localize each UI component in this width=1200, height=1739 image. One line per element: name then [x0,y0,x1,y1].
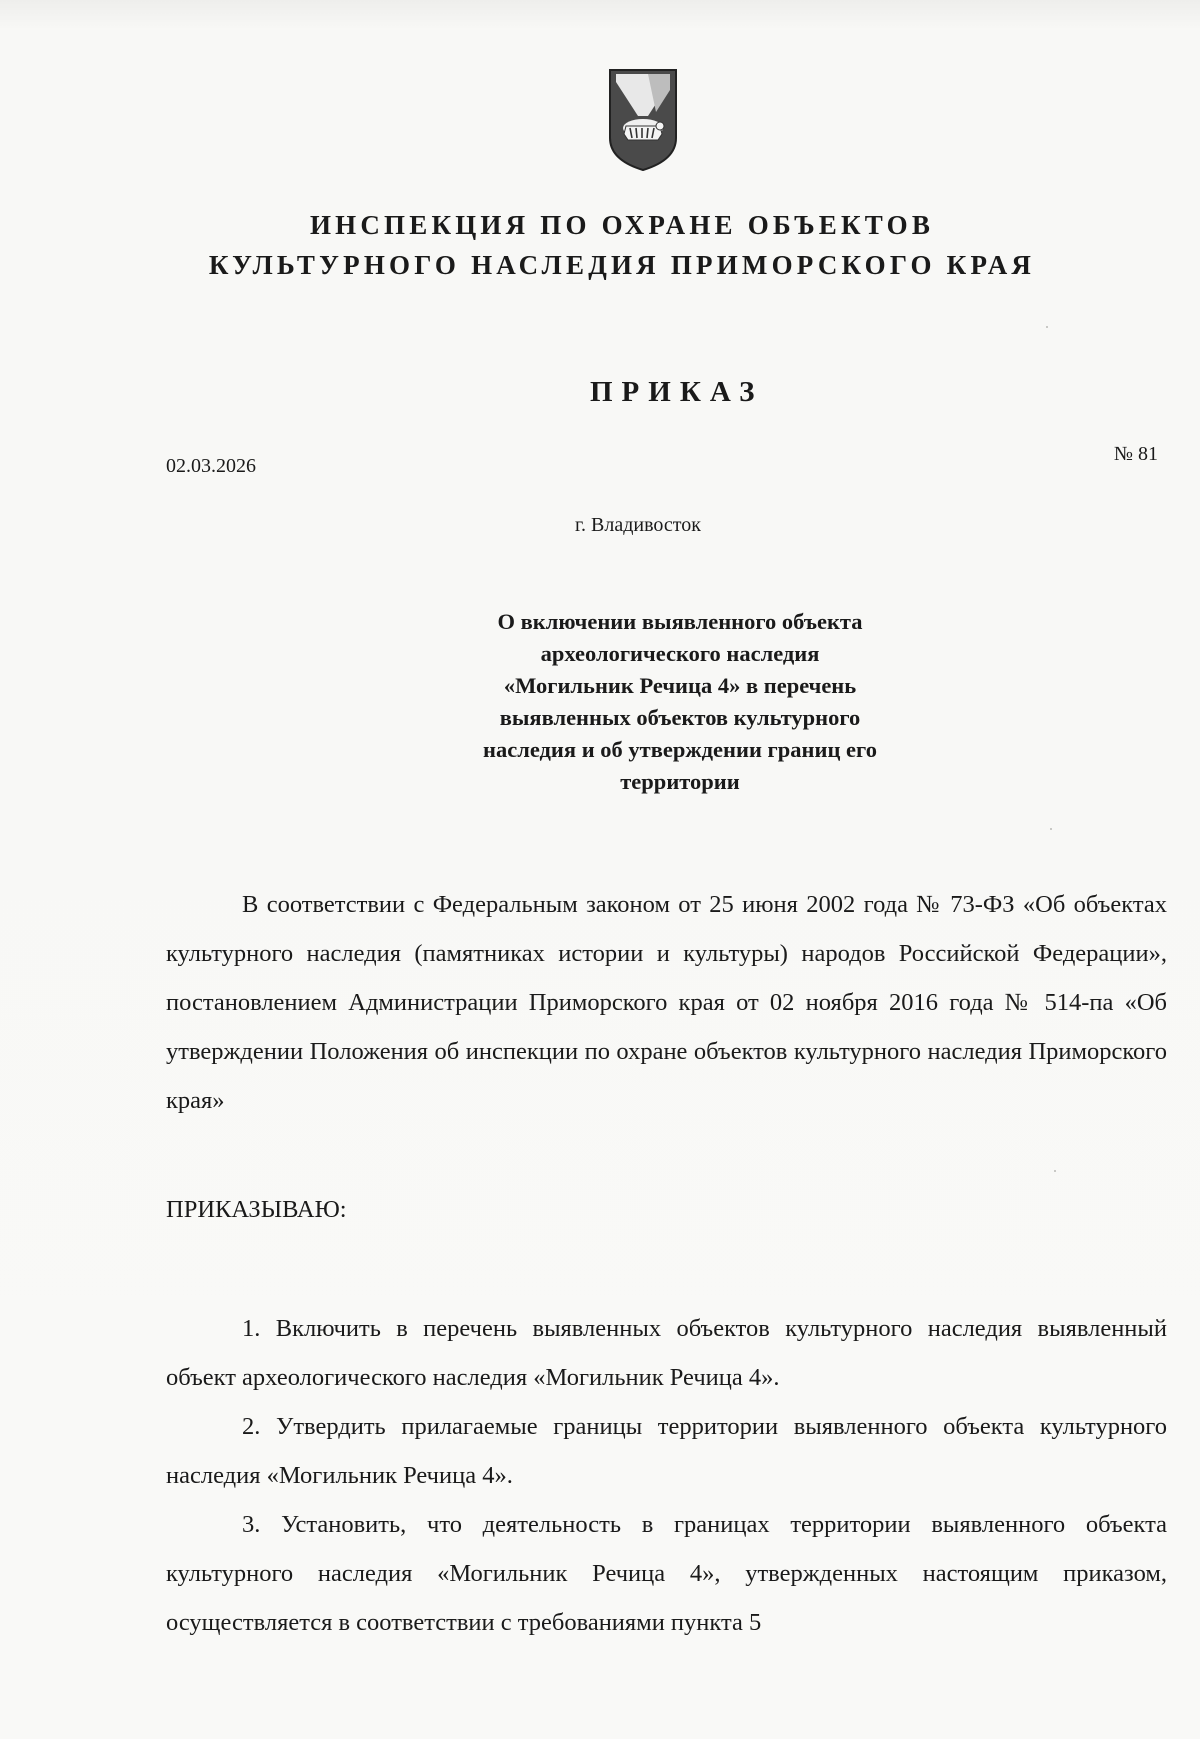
coat-of-arms-icon [608,68,678,172]
subject-line: О включении выявленного объекта [497,609,863,634]
preamble-paragraph: В соответствии с Федеральным законом от 25 июня 2002 года № 73-ФЗ «Об объектах культурного наследия (памятниках истории и культуры) народов Российской Федерации», постановлением Администрации Приморского края от 02 ноября 2016 года № 514-па «Об утверждении Положения об инспекции по охране объектов культурного наследия Приморского края» [166,891,1167,1114]
subject-line: выявленных объектов культурного [499,705,861,730]
document-type-title: ПРИКАЗ [590,376,764,408]
document-city: г. Владивосток [575,514,701,536]
document-number: № 81 [1113,443,1158,465]
scan-speck [1050,828,1052,830]
document-date: 02.03.2026 [166,455,256,477]
organization-name-line-2: КУЛЬТУРНОГО НАСЛЕДИЯ ПРИМОРСКОГО КРАЯ [208,250,1036,280]
subject-line: археологического наследия [540,641,820,666]
order-item-3: 3. Установить, что деятельность в границах территории выявленного объекта культурного наследия «Могильник Речица 4», утвержденных настоящим приказом, осуществляется в соответствии с требованиями пункта 5 [166,1511,1167,1636]
subject-line: «Могильник Речица 4» в перечень [503,673,857,698]
scan-speck [1054,1170,1056,1172]
scan-speck [1046,326,1048,328]
order-item-1: 1. Включить в перечень выявленных объектов культурного наследия выявленный объект археологического наследия «Могильник Речица 4». [166,1315,1167,1391]
subject-line: наследия и об утверждении границ его [483,737,877,762]
order-item-2: 2. Утвердить прилагаемые границы территории выявленного объекта культурного наследия «Могильник Речица 4». [166,1413,1167,1489]
subject-line: территории [620,769,740,794]
order-directive: ПРИКАЗЫВАЮ: [166,1196,347,1223]
organization-name-line-1: ИНСПЕКЦИЯ ПО ОХРАНЕ ОБЪЕКТОВ [309,210,935,240]
document-subject [410,606,950,798]
